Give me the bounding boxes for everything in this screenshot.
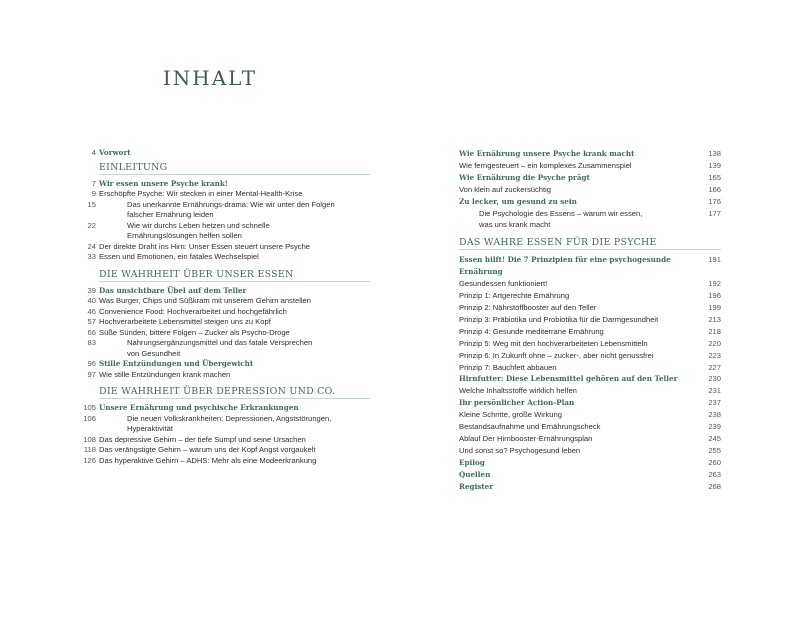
page-number: 260 bbox=[708, 457, 721, 467]
entry-title: Essen und Emotionen, ein fatales Wechselspiel bbox=[99, 252, 259, 261]
toc-entry[interactable] bbox=[70, 338, 370, 359]
entry-title: Register bbox=[459, 481, 494, 491]
toc-entry[interactable] bbox=[459, 397, 721, 409]
page-number: 40 bbox=[87, 296, 96, 305]
entry-title: Prinzip 7: Bauchfett abbauen bbox=[459, 362, 557, 372]
page-number: 263 bbox=[708, 469, 721, 479]
page-number: 191 bbox=[708, 255, 721, 265]
entry-title: Unsere Ernährung und psychische Erkrankungen bbox=[99, 403, 299, 412]
toc-entry[interactable] bbox=[459, 172, 721, 184]
toc-entry[interactable] bbox=[70, 252, 370, 263]
page-number: 106 bbox=[83, 413, 96, 423]
toc-entry[interactable] bbox=[459, 481, 721, 493]
page-title: INHALT bbox=[162, 66, 258, 90]
page-number: 66 bbox=[87, 327, 96, 337]
toc-entry[interactable] bbox=[70, 286, 370, 297]
toc-entry[interactable] bbox=[70, 179, 370, 190]
toc-entry[interactable] bbox=[459, 208, 721, 232]
page-number: 4 bbox=[91, 148, 96, 157]
toc-entry[interactable] bbox=[70, 221, 370, 242]
entry-title: Welche Inhaltsstoffe wirklich helfen bbox=[459, 386, 577, 396]
entry-title: Kleine Schritte, große Wirkung bbox=[459, 410, 562, 420]
page-number: 220 bbox=[708, 338, 721, 348]
page-number: 39 bbox=[87, 285, 96, 295]
page-number: 231 bbox=[708, 386, 721, 396]
page-number: 126 bbox=[83, 455, 96, 465]
entry-title: Das verängstigte Gehirn – warum uns der Kopf Angst vorgaukelt bbox=[99, 445, 316, 454]
toc-entry[interactable] bbox=[459, 278, 721, 290]
page-number: 199 bbox=[708, 302, 721, 312]
page-number: 15 bbox=[87, 199, 96, 209]
entry-title: Prinzip 6: In Zukunft ohne – zucker-, aber nicht genussfrei bbox=[459, 350, 654, 360]
page-number: 46 bbox=[87, 306, 96, 316]
page-number: 196 bbox=[708, 291, 721, 301]
toc-entry[interactable] bbox=[459, 433, 721, 445]
page-number: 9 bbox=[91, 189, 96, 198]
entry-title: Wie Ernährung unsere Psyche krank macht bbox=[459, 149, 635, 158]
toc-entry[interactable] bbox=[459, 326, 721, 338]
entry-title: Zu lecker, um gesund zu sein bbox=[459, 196, 577, 206]
entry-title: Prinzip 2: Nährstoffbooster auf den Teller bbox=[459, 302, 597, 312]
toc-entry[interactable] bbox=[459, 409, 721, 421]
toc-entry[interactable] bbox=[459, 445, 721, 457]
page-number: 139 bbox=[708, 160, 721, 170]
toc-entry[interactable] bbox=[459, 196, 721, 208]
page-number: 213 bbox=[708, 314, 721, 324]
section-heading: DIE WAHRHEIT ÜBER UNSER ESSEN bbox=[99, 269, 370, 282]
entry-title: Ihr persönlicher Action-Plan bbox=[459, 398, 575, 408]
toc-entry[interactable] bbox=[459, 160, 721, 172]
entry-title: Bestandsaufnahme und Ernährungscheck bbox=[459, 422, 601, 432]
entry-title: Hochverarbeitete Lebensmittel steigen uns zu Kopf bbox=[99, 317, 271, 326]
entry-title: Wie ferngesteuert – ein komplexes Zusammenspiel bbox=[459, 160, 632, 170]
entry-title: Die neuen Volkskrankheiten: Depressionen, Angststörungen, Hyperaktivität bbox=[127, 413, 332, 433]
page-number: 177 bbox=[708, 208, 721, 218]
toc-entry[interactable] bbox=[70, 307, 370, 318]
page-number: 96 bbox=[87, 359, 96, 368]
page-number: 218 bbox=[708, 326, 721, 336]
entry-title: Hirnfutter: Diese Lebensmittel gehören auf den Teller bbox=[459, 374, 678, 384]
entry-title: Ablauf Der Hirnbooster-Ernährungsplan bbox=[459, 433, 593, 443]
toc-left-column bbox=[70, 148, 370, 466]
page-number: 83 bbox=[87, 338, 96, 347]
toc-entry[interactable] bbox=[70, 317, 370, 328]
entry-title: Nahrungsergänzungsmittel und das fatale Versprechen von Gesundheit bbox=[127, 338, 313, 358]
toc-entry[interactable] bbox=[70, 200, 370, 221]
page-number: 57 bbox=[87, 317, 96, 326]
toc-entry[interactable] bbox=[70, 242, 370, 253]
entry-title: Wie Ernährung die Psyche prägt bbox=[459, 172, 590, 182]
entry-title: Gesundessen funktioniert! bbox=[459, 279, 548, 289]
toc-entry[interactable] bbox=[70, 148, 370, 159]
entry-title: Wie wir durchs Leben hetzen und schnelle Ernährungslösungen helfen sollen bbox=[127, 220, 270, 240]
entry-title: Epilog bbox=[459, 457, 485, 467]
page-number: 165 bbox=[708, 172, 721, 182]
toc-entry[interactable] bbox=[459, 457, 721, 469]
entry-title: Das unerkannte Ernährungs-drama: Wie wir unter den Folgen falscher Ernährung leiden bbox=[127, 199, 335, 219]
toc-entry[interactable] bbox=[459, 385, 721, 397]
toc-entry[interactable] bbox=[459, 254, 721, 278]
section-heading: DIE WAHRHEIT ÜBER DEPRESSION UND CO. bbox=[99, 386, 370, 399]
toc-entry[interactable] bbox=[459, 469, 721, 481]
toc-entry[interactable] bbox=[459, 338, 721, 350]
entry-title: Von klein auf zuckersüchtig bbox=[459, 184, 552, 194]
toc-entry[interactable] bbox=[70, 456, 370, 467]
page-number: 7 bbox=[91, 178, 96, 188]
entry-title: Prinzip 1: Artgerechte Ernährung bbox=[459, 291, 570, 301]
toc-entry[interactable] bbox=[70, 296, 370, 307]
toc-entry[interactable] bbox=[459, 184, 721, 196]
entry-title: Essen hilft! Die 7 Prinzipien für eine psychogesunde Ernährung bbox=[459, 255, 671, 277]
entry-title: Das hyperaktive Gehirn – ADHS: Mehr als eine Modeerkrankung bbox=[99, 455, 317, 465]
toc-entry[interactable] bbox=[70, 403, 370, 414]
page-number: 105 bbox=[83, 403, 96, 412]
entry-title: Die Psychologie des Essens – warum wir essen, was uns krank macht bbox=[479, 208, 643, 230]
toc-entry[interactable] bbox=[459, 362, 721, 374]
page-number: 192 bbox=[708, 279, 721, 289]
entry-title: Süße Sünden, bittere Folgen – Zucker als Psycho-Droge bbox=[99, 327, 290, 337]
page-number: 108 bbox=[83, 434, 96, 444]
toc-entry[interactable] bbox=[70, 435, 370, 446]
page-number: 230 bbox=[708, 374, 721, 384]
entry-title: Wie stille Entzündungen krank machen bbox=[99, 369, 231, 379]
page-number: 22 bbox=[87, 220, 96, 230]
page-number: 227 bbox=[708, 362, 721, 372]
entry-title: Quellen bbox=[459, 469, 491, 479]
page-number: 97 bbox=[87, 369, 96, 379]
page-number: 118 bbox=[83, 445, 96, 454]
page-number: 138 bbox=[708, 149, 721, 158]
entry-title: Das unsichtbare Übel auf dem Teller bbox=[99, 285, 247, 295]
entry-title: Wir essen unsere Psyche krank! bbox=[99, 178, 228, 188]
page-number: 245 bbox=[708, 433, 721, 443]
page-number: 176 bbox=[708, 196, 721, 206]
toc-entry[interactable] bbox=[70, 370, 370, 381]
toc-entry[interactable] bbox=[70, 414, 370, 435]
section-heading: EINLEITUNG bbox=[99, 162, 370, 175]
entry-title: Erschöpfte Psyche: Wir stecken in einer Mental-Health-Krise bbox=[99, 189, 303, 198]
toc-entry[interactable] bbox=[70, 328, 370, 339]
toc-entry[interactable] bbox=[459, 290, 721, 302]
section-heading: DAS WAHRE ESSEN FÜR DIE PSYCHE bbox=[459, 237, 721, 250]
toc-entry[interactable] bbox=[459, 148, 721, 160]
page-number: 24 bbox=[87, 241, 96, 251]
page-number: 166 bbox=[708, 184, 721, 194]
page-number: 33 bbox=[87, 252, 96, 261]
entry-title: Das depressive Gehirn – der tiefe Sumpf und seine Ursachen bbox=[99, 434, 306, 444]
page-number: 237 bbox=[708, 398, 721, 408]
entry-title: Stille Entzündungen und Übergewicht bbox=[99, 359, 254, 368]
entry-title: Prinzip 4: Gesunde mediterrane Ernährung bbox=[459, 326, 604, 336]
entry-title: Was Burger, Chips und Süßkram mit unserem Gehirn anstellen bbox=[99, 296, 312, 305]
toc-entry[interactable] bbox=[70, 189, 370, 200]
entry-title: Prinzip 5: Weg mit den hochverarbeiteten Lebensmitteln bbox=[459, 338, 648, 348]
toc-entry[interactable] bbox=[70, 359, 370, 370]
toc-right-column bbox=[459, 148, 721, 492]
entry-title: Und sonst so? Psychogesund leben bbox=[459, 445, 581, 455]
page-number: 268 bbox=[708, 481, 721, 491]
entry-title: Convenience Food: Hochverarbeitet und hochgefährlich bbox=[99, 306, 287, 316]
toc-entry[interactable] bbox=[459, 302, 721, 314]
toc-entry[interactable] bbox=[459, 421, 721, 433]
page-number: 255 bbox=[708, 445, 721, 455]
toc-entry[interactable] bbox=[459, 314, 721, 326]
entry-title: Der direkte Draht ins Hirn: Unser Essen steuert unsere Psyche bbox=[99, 241, 311, 251]
entry-title: Vorwort bbox=[99, 148, 131, 157]
page-number: 239 bbox=[708, 422, 721, 432]
toc-entry[interactable] bbox=[70, 445, 370, 456]
toc-entry[interactable] bbox=[459, 350, 721, 362]
page-number: 238 bbox=[708, 410, 721, 420]
entry-title: Prinzip 3: Präbiotika und Probiotika für die Darmgesundheit bbox=[459, 314, 659, 324]
page-number: 223 bbox=[708, 350, 721, 360]
toc-entry[interactable] bbox=[459, 373, 721, 385]
